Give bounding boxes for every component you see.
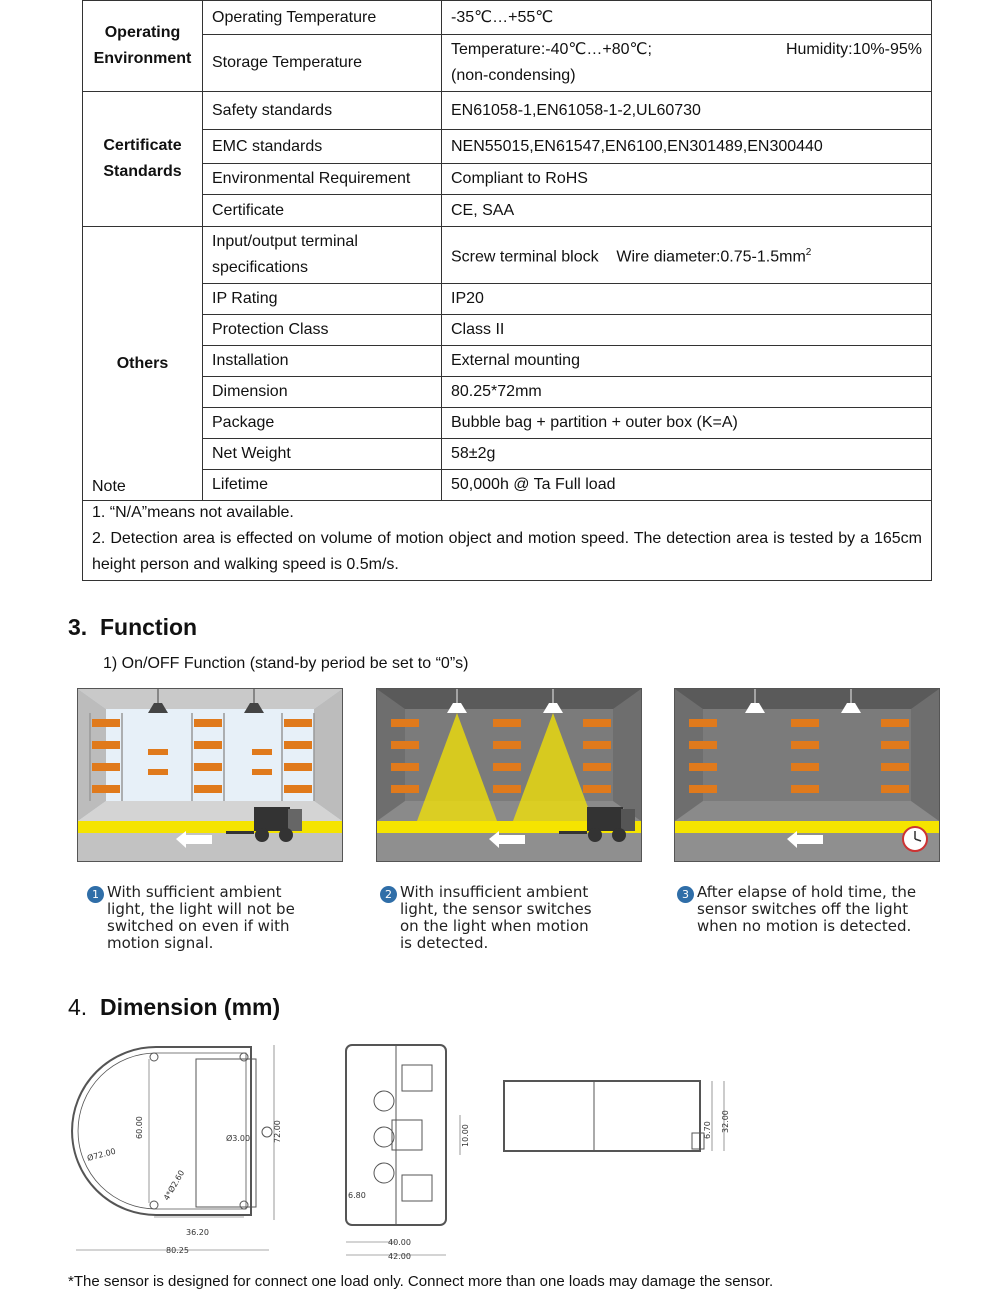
scene-insufficient-light [376, 688, 642, 862]
dim-label: 32.00 [721, 1110, 730, 1133]
caption-1 [92, 883, 295, 952]
note-line: 2. Detection area is effected on volume of motion object and motion speed. The detection area is tested by a 165cm height person and walking speed is 0.5m/s. [92, 530, 922, 573]
param-value: CE, SAA [442, 195, 932, 227]
scene-hold-time-elapsed [674, 688, 940, 862]
caption-line: After elapse of hold time, the [697, 883, 917, 901]
spec-table [82, 0, 932, 501]
dim-label: 6.70 [703, 1121, 712, 1139]
param-value: Compliant to RoHS [442, 164, 932, 195]
param-name: EMC standards [203, 130, 442, 164]
caption-line: sensor switches off the light [697, 900, 909, 918]
caption-line: With insufficient ambient [400, 883, 589, 901]
caption-line: With sufficient ambient [107, 883, 282, 901]
step-badge: 3 [677, 886, 694, 903]
dim-label: 80.25 [166, 1246, 189, 1255]
dim-label: 60.00 [135, 1116, 144, 1139]
heading-number: 3. [68, 614, 88, 640]
param-name: Installation [203, 346, 442, 377]
param-name: Net Weight [203, 439, 442, 470]
dim-label: 36.20 [186, 1228, 209, 1237]
dim-label: 72.00 [273, 1120, 282, 1143]
storage-note: (non-condensing) [451, 67, 576, 84]
param-value: Bubble bag + partition + outer box (K=A) [442, 408, 932, 439]
param-name: Lifetime [203, 470, 442, 501]
footnote: *The sensor is designed for connect one load only. Connect more than one loads may damage the sensor. [68, 1273, 774, 1290]
dim-label: 6.80 [348, 1191, 366, 1200]
dim-label: Ø72.00 [86, 1146, 117, 1163]
caption-line: when no motion is detected. [697, 917, 912, 935]
storage-temperature: Temperature:-40℃…+80℃; [451, 41, 652, 58]
param-name: Package [203, 408, 442, 439]
caption-line: on the light when motion [400, 917, 589, 935]
param-value [442, 227, 932, 284]
section-heading-function [68, 614, 197, 641]
note-box [82, 472, 932, 581]
param-name: Environmental Requirement [203, 164, 442, 195]
group-others: Others [83, 227, 203, 501]
dim-label: 10.00 [461, 1124, 470, 1147]
caption-line: motion signal. [107, 934, 214, 952]
param-name: Input/output terminal specifications [203, 227, 442, 284]
param-value: NEN55015,EN61547,EN6100,EN301489,EN300440 [442, 130, 932, 164]
superscript: 2 [805, 246, 812, 258]
caption-line: light, the sensor switches [400, 900, 592, 918]
param-value: IP20 [442, 284, 932, 315]
heading-text: Dimension (mm) [99, 994, 281, 1020]
param-name: Operating Temperature [203, 1, 442, 35]
drawing-side-view [496, 1035, 746, 1155]
terminal-value: Screw terminal block Wire diameter:0.75-1.5mm [451, 248, 806, 266]
step-badge: 1 [87, 886, 104, 903]
param-value: -35℃…+55℃ [442, 1, 932, 35]
param-name: Certificate [203, 195, 442, 227]
param-name: Storage Temperature [203, 35, 442, 92]
caption-line: switched on even if with [107, 917, 290, 935]
group-operating-environment: Operating Environment [83, 1, 203, 92]
param-name: Dimension [203, 377, 442, 408]
caption-3 [682, 883, 917, 935]
param-value: EN61058-1,EN61058-1-2,UL60730 [442, 92, 932, 130]
heading-number: 4. [68, 994, 88, 1020]
scene-sufficient-light [77, 688, 343, 862]
note-title: Note [92, 478, 126, 495]
param-value: 58±2g [442, 439, 932, 470]
step-badge: 2 [380, 886, 397, 903]
note-line: 1. “N/A”means not available. [92, 504, 294, 521]
function-subheading: 1) On/OFF Function (stand-by period be set to “0”s) [103, 655, 469, 672]
section-heading-dimension [68, 994, 280, 1021]
param-value: Class II [442, 315, 932, 346]
param-value: 50,000h @ Ta Full load [442, 470, 932, 501]
caption-line: light, the light will not be [107, 900, 295, 918]
drawing-back-view [332, 1035, 482, 1265]
param-value: 80.25*72mm [442, 377, 932, 408]
caption-line: is detected. [400, 934, 489, 952]
param-name: Protection Class [203, 315, 442, 346]
group-certificate-standards: Certificate Standards [83, 92, 203, 227]
caption-2 [385, 883, 592, 952]
param-name: Safety standards [203, 92, 442, 130]
dim-label: 4*Ø2.60 [161, 1168, 187, 1202]
drawing-front-view [66, 1035, 306, 1265]
param-name: IP Rating [203, 284, 442, 315]
heading-text: Function [99, 614, 198, 640]
param-value [442, 35, 932, 92]
dim-label: 40.00 [388, 1238, 411, 1247]
param-value: External mounting [442, 346, 932, 377]
clock-icon [903, 827, 927, 851]
dim-label: Ø3.00 [226, 1134, 251, 1143]
dim-label: 42.00 [388, 1252, 411, 1261]
storage-humidity: Humidity:10%-95% [785, 41, 922, 58]
